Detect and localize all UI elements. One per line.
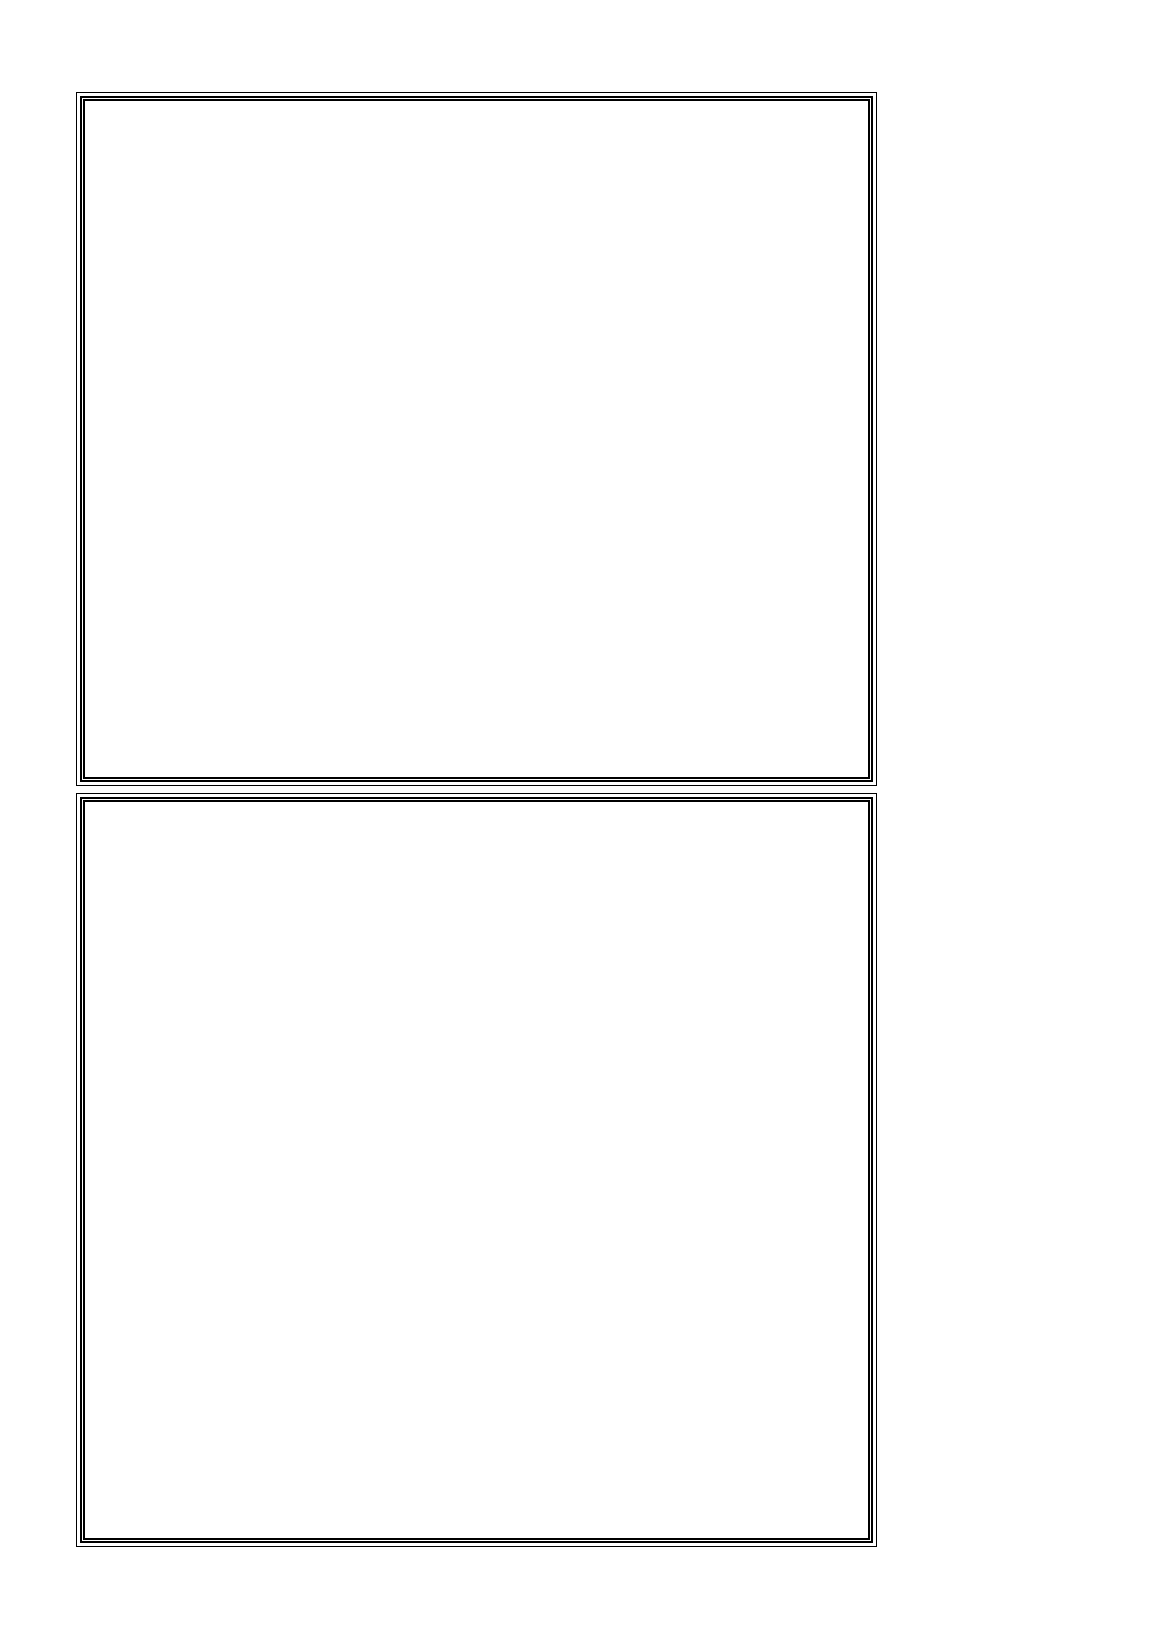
commentary-box <box>80 797 873 1543</box>
hadith-text-box <box>80 96 873 782</box>
